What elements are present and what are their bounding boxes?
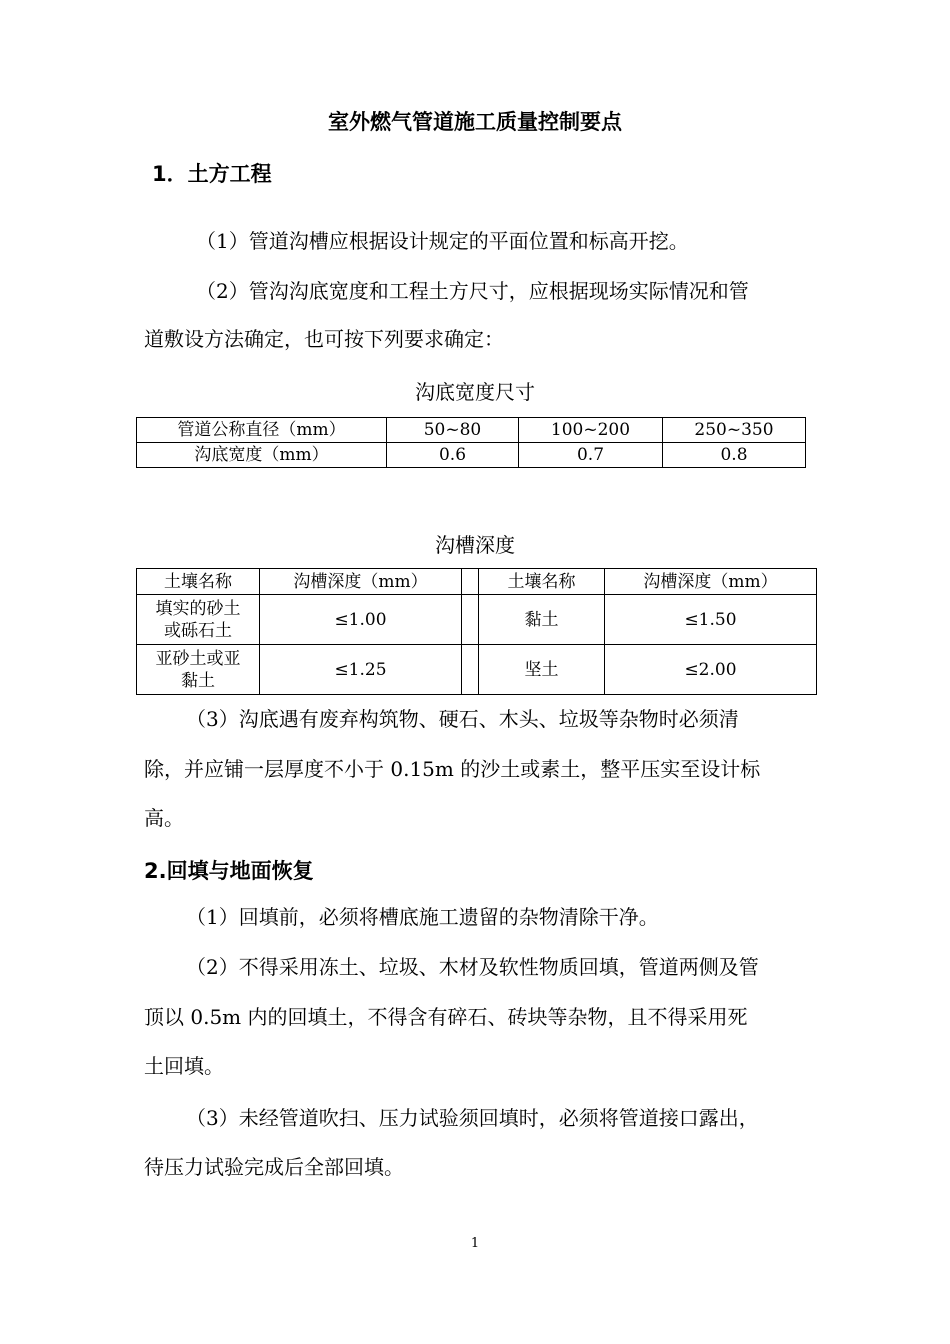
table-cell: 管道公称直径（mm）	[137, 418, 387, 443]
paragraph: 道敷设方法确定，也可按下列要求确定：	[144, 327, 504, 351]
table-cell: 100~200	[519, 418, 663, 443]
table-cell: ≤1.25	[260, 645, 462, 695]
table-cell: 沟槽深度（mm）	[260, 569, 462, 595]
paragraph: （2）管沟沟底宽度和工程土方尺寸，应根据现场实际情况和管	[196, 279, 749, 303]
table-spacer	[462, 645, 479, 695]
paragraph: （3）未经管道吹扫、压力试验须回填时，必须将管道接口露出，	[186, 1106, 759, 1130]
paragraph: 土回填。	[144, 1054, 224, 1078]
table-spacer	[462, 595, 479, 645]
trench-depth-table	[136, 568, 817, 695]
paragraph: 待压力试验完成后全部回填。	[144, 1155, 404, 1179]
cell-line: 黏土	[181, 670, 215, 691]
table-cell: 50~80	[387, 418, 519, 443]
paragraph: （2）不得采用冻土、垃圾、木材及软性物质回填，管道两侧及管	[186, 955, 759, 979]
table-cell	[137, 595, 260, 645]
table-cell: ≤1.50	[605, 595, 817, 645]
paragraph: 高。	[144, 806, 184, 830]
table-cell: ≤2.00	[605, 645, 817, 695]
page-number: 1	[470, 1236, 480, 1251]
page-title: 室外燃气管道施工质量控制要点	[328, 110, 622, 134]
paragraph: （1）管道沟槽应根据设计规定的平面位置和标高开挖。	[196, 229, 689, 253]
table-spacer	[462, 569, 479, 595]
table-cell: 土壤名称	[137, 569, 260, 595]
table-cell: 0.8	[663, 443, 806, 468]
table-cell: 0.6	[387, 443, 519, 468]
table-cell: ≤1.00	[260, 595, 462, 645]
cell-line: 填实的砂土	[155, 598, 241, 619]
trench-width-table	[136, 417, 806, 468]
cell-line: 或砾石土	[164, 620, 232, 641]
table-cell: 沟槽深度（mm）	[605, 569, 817, 595]
table-cell: 0.7	[519, 443, 663, 468]
paragraph: 除，并应铺一层厚度不小于 0.15m 的沙土或素土，整平压实至设计标	[144, 757, 761, 781]
table-cell: 250~350	[663, 418, 806, 443]
section-heading-earthwork: 1．土方工程	[152, 162, 272, 186]
table-caption-trench-depth: 沟槽深度	[435, 533, 515, 557]
table-cell	[137, 645, 260, 695]
paragraph: 顶以 0.5m 内的回填土，不得含有碎石、砖块等杂物，且不得采用死	[144, 1005, 748, 1029]
paragraph: （1）回填前，必须将槽底施工遗留的杂物清除干净。	[186, 905, 659, 929]
table-caption-trench-width: 沟底宽度尺寸	[415, 380, 535, 404]
paragraph: （3）沟底遇有废弃构筑物、硬石、木头、垃圾等杂物时必须清	[186, 707, 739, 731]
table-cell: 土壤名称	[479, 569, 605, 595]
section-heading-backfill: 2.回填与地面恢复	[144, 859, 314, 883]
cell-line: 亚砂土或亚	[155, 648, 241, 669]
table-cell: 黏土	[479, 595, 605, 645]
table-cell: 坚土	[479, 645, 605, 695]
table-cell: 沟底宽度（mm）	[137, 443, 387, 468]
